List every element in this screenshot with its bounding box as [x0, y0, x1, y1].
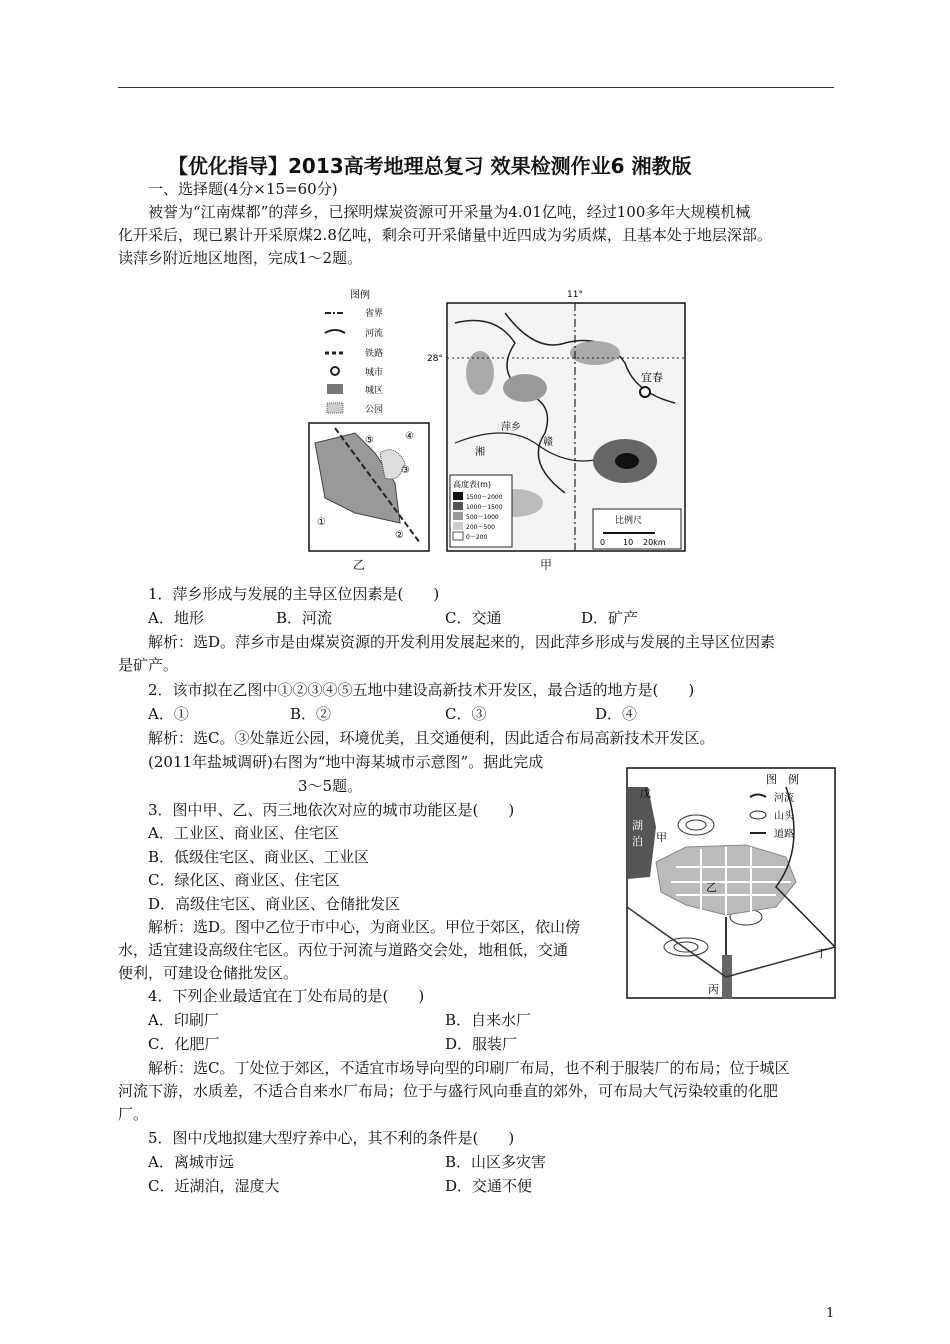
svg-text:图 例: 图 例 [766, 773, 799, 786]
page-number: 1 [826, 1306, 835, 1321]
legend-railway: 铁路 [365, 349, 384, 359]
page-title: 【优化指导】2013高考地理总复习 效果检测作业6 湘教版 [168, 154, 692, 178]
legend-province: 省界 [365, 309, 384, 319]
q2-option-b: B．② [290, 705, 332, 723]
legend-block [325, 288, 383, 415]
q3-option-a: A．工业区、商业区、住宅区 [148, 824, 339, 842]
section-heading: 一、选择题(4分×15=60分) [148, 180, 338, 198]
inset-map [309, 423, 429, 551]
q3-stem: 3．图中甲、乙、丙三地依次对应的城市功能区是( ) [148, 801, 515, 819]
q4-analysis-1: 解析：选C。丁处位于郊区，不适宜市场导向型的印刷厂布局，也不利于服装厂的布局；位于城区 [148, 1059, 790, 1077]
svg-text:山头: 山头 [774, 811, 794, 822]
city-yichun: 宜春 [641, 371, 663, 384]
legend-title: 图例 [350, 290, 370, 301]
svg-text:道路: 道路 [774, 829, 794, 840]
q4-analysis-3: 厂。 [118, 1105, 149, 1123]
svg-text:0～200: 0～200 [466, 534, 488, 541]
svg-text:③: ③ [401, 465, 410, 476]
q2-option-d: D．④ [595, 705, 638, 723]
label-jia: 甲 [656, 831, 667, 844]
q1-option-b: B．河流 [276, 609, 333, 627]
q3-option-b: B．低级住宅区、商业区、工业区 [148, 848, 370, 866]
svg-text:500～1000: 500～1000 [466, 514, 499, 521]
q1-stem: 1．萍乡形成与发展的主导区位因素是( ) [148, 585, 440, 603]
q3-option-c: C．绿化区、商业区、住宅区 [148, 871, 340, 889]
q1-option-a: A．地形 [148, 609, 204, 627]
intro2-line-1: (2011年盐城调研)右图为“地中海某城市示意图”。据此完成 [148, 753, 544, 771]
intro-line-1: 被誉为“江南煤都”的萍乡，已探明煤炭资源可开采量为4.01亿吨，经过100多年大规模机械 [148, 203, 751, 221]
svg-text:200～500: 200～500 [466, 524, 495, 531]
svg-text:比例尺: 比例尺 [615, 516, 643, 526]
lake-char-2: 泊 [632, 835, 643, 848]
q4-stem: 4．下列企业最适宜在丁处布局的是( ) [148, 987, 425, 1005]
label-ding: 丁 [816, 947, 827, 960]
svg-text:0: 0 [600, 538, 606, 547]
q5-option-b: B．山区多灾害 [445, 1153, 547, 1171]
place-xiang: 湘 [475, 447, 485, 458]
map-label-yi: 乙 [353, 558, 366, 572]
q5-stem: 5．图中戊地拟建大型疗养中心，其不利的条件是( ) [148, 1129, 515, 1147]
label-yi: 乙 [706, 881, 717, 894]
q3-option-d: D．高级住宅区、商业区、仓储批发区 [148, 895, 401, 913]
q1-analysis-1: 解析：选D。萍乡市是由煤炭资源的开发利用发展起来的，因此萍乡形成与发展的主导区位因素 [148, 633, 776, 651]
label-bing: 丙 [708, 983, 719, 996]
q4-option-d: D．服装厂 [445, 1035, 518, 1053]
q2-stem: 2．该市拟在乙图中①②③④⑤五地中建设高新技术开发区，最合适的地方是( ) [148, 681, 695, 699]
svg-text:河流: 河流 [774, 793, 794, 804]
svg-text:⑤: ⑤ [365, 435, 374, 446]
lat-label: 28° [427, 354, 443, 364]
pingxiang-map [305, 283, 690, 555]
svg-text:②: ② [395, 530, 404, 541]
map-label-jia: 甲 [540, 558, 553, 572]
intro-line-3: 读萍乡附近地区地图，完成1～2题。 [118, 249, 363, 267]
scale-bar [593, 509, 681, 549]
legend-urban: 城区 [365, 386, 384, 396]
q5-option-d: D．交通不便 [445, 1177, 533, 1195]
q2-option-a: A．① [148, 705, 189, 723]
q4-option-c: C．化肥厂 [148, 1035, 220, 1053]
q3-analysis-2: 水，适宜建设高级住宅区。丙位于河流与道路交会处，地租低，交通 [118, 941, 569, 959]
svg-text:④: ④ [405, 431, 414, 442]
intro2-line-2: 3～5题。 [298, 777, 363, 795]
q5-option-c: C．近湖泊，湿度大 [148, 1177, 280, 1195]
svg-text:①: ① [317, 517, 326, 528]
elevation-legend [450, 475, 512, 547]
label-wu: 戊 [640, 787, 651, 800]
intro-line-2: 化开采后，现已累计开采原煤2.8亿吨，剩余可开采储量中近四成为劣质煤，且基本处于地层深部。 [118, 226, 772, 244]
q4-option-a: A．印刷厂 [148, 1011, 219, 1029]
place-gan: 赣 [543, 437, 553, 448]
place-pingxiang: 萍乡 [501, 422, 521, 433]
lake-char-1: 湖 [632, 819, 643, 832]
q3-analysis-3: 便利，可建设仓储批发区。 [118, 964, 299, 982]
q5-option-a: A．离城市远 [148, 1153, 234, 1171]
q1-analysis-2: 是矿产。 [118, 656, 179, 674]
q2-analysis: 解析：选C。③处靠近公园，环境优美，且交通便利，因此适合布局高新技术开发区。 [148, 729, 715, 747]
q1-option-d: D．矿产 [581, 609, 639, 627]
legend-park: 公园 [365, 405, 384, 415]
q2-option-c: C．③ [445, 705, 487, 723]
q4-analysis-2: 河流下游，水质差，不适合自来水厂布局；位于与盛行风向垂直的郊外，可布局大气污染较重的化肥 [118, 1082, 779, 1100]
q3-analysis-1: 解析：选D。图中乙位于市中心，为商业区。甲位于郊区，依山傍 [148, 918, 581, 936]
legend-river: 河流 [365, 329, 384, 339]
legend-city: 城市 [365, 368, 384, 378]
svg-text:1000～1500: 1000～1500 [466, 504, 503, 511]
svg-text:高度表(m): 高度表(m) [453, 480, 492, 489]
mediterranean-city-map [626, 767, 837, 999]
lon-label: 11° [567, 290, 583, 300]
header-rule [118, 87, 834, 88]
q4-option-b: B．自来水厂 [445, 1011, 532, 1029]
svg-text:10: 10 [623, 538, 634, 547]
city-marker [640, 387, 650, 397]
svg-text:1500～2000: 1500～2000 [466, 494, 503, 501]
q1-option-c: C．交通 [445, 609, 502, 627]
svg-text:20km: 20km [643, 538, 666, 547]
